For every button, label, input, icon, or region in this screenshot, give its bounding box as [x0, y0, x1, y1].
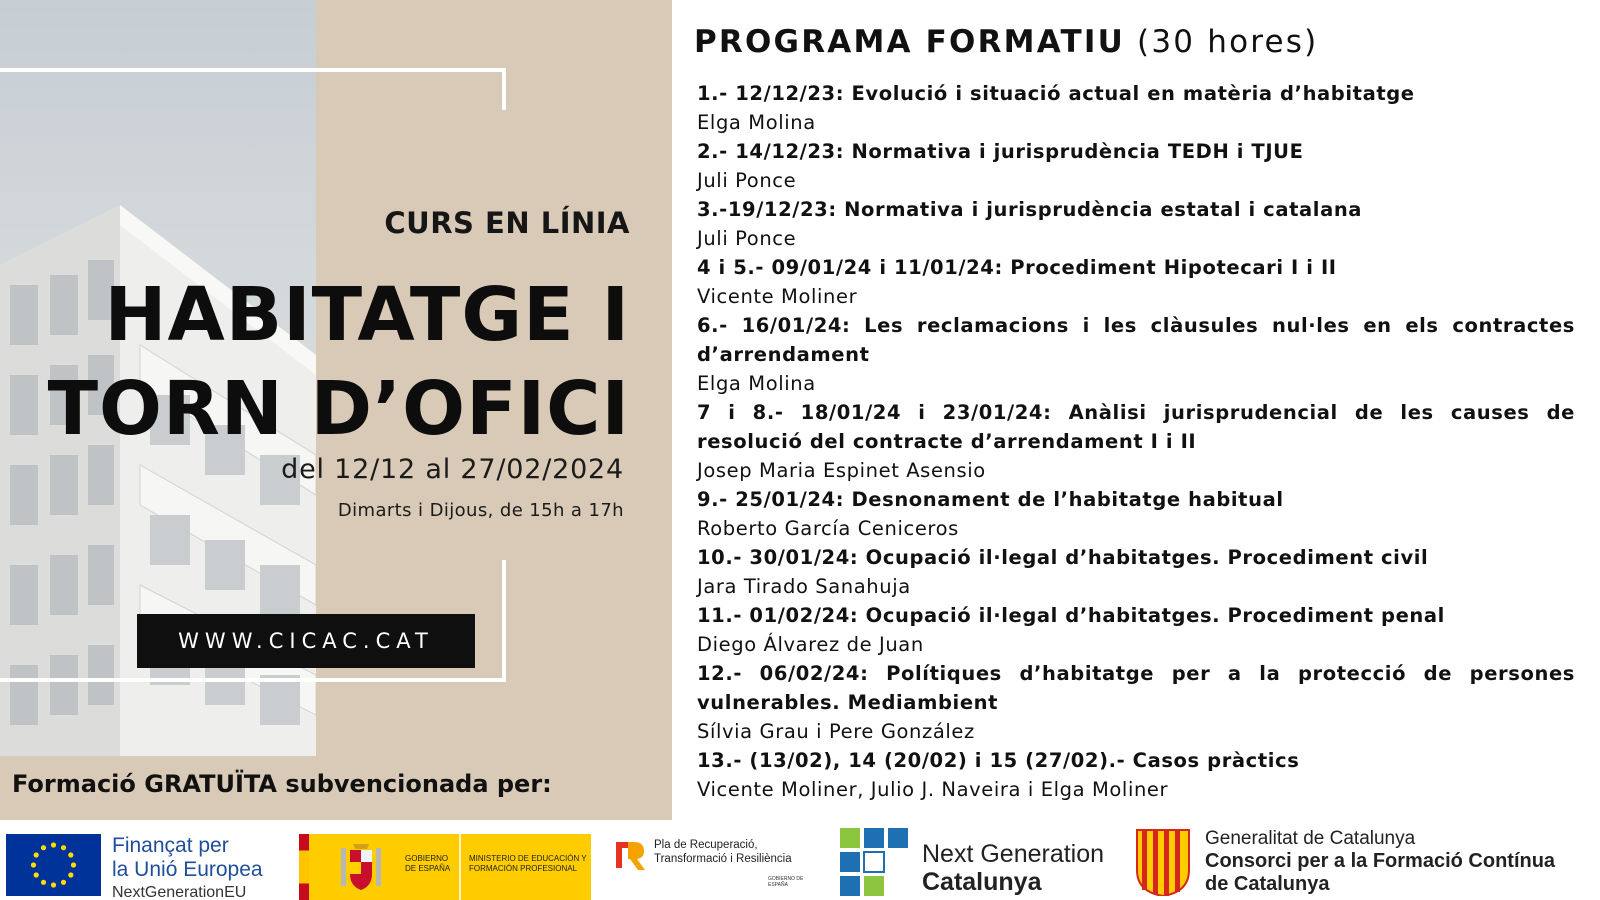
list-item [697, 398, 1575, 485]
generalitat-consorci-logo [1133, 828, 1600, 896]
list-item [697, 485, 1575, 543]
sponsor-logos [0, 820, 1600, 900]
list-item [697, 659, 1575, 746]
list-item [697, 137, 1575, 195]
website-link-button[interactable]: WWW.CICAC.CAT [137, 614, 475, 668]
list-item [697, 253, 1575, 311]
session-speaker: Juli Ponce [697, 169, 797, 192]
session-title: 3.-19/12/23: Normativa i jurisprudència estatal i catalana [697, 198, 1363, 221]
gobierno-banner [309, 834, 591, 900]
prtr-line1: Pla de Recuperació, [654, 839, 758, 851]
gobierno-divider [459, 834, 461, 900]
program-hours: (30 hores) [1137, 24, 1319, 60]
list-item [697, 79, 1575, 137]
spain-flag-stripe [299, 834, 309, 900]
list-item [697, 746, 1575, 804]
session-title: 9.- 25/01/24: Desnonament de l’habitatge habitual [697, 488, 1284, 511]
eu-funding-logo [6, 828, 281, 900]
spain-coat-of-arms-icon [339, 842, 383, 894]
session-speaker: Juli Ponce [697, 227, 797, 250]
generalitat-text [1205, 828, 1555, 896]
session-list [697, 79, 1575, 804]
prtr-logo [612, 828, 812, 896]
eu-line2: la Unió Europea [112, 858, 263, 881]
generalitat-line1: Generalitat de Catalunya [1205, 828, 1416, 849]
ngc-line1: Next Generation [922, 840, 1105, 868]
left-panel [0, 0, 672, 820]
session-speaker: Jara Tirado Sanahuja [697, 575, 911, 598]
ngc-text [922, 840, 1104, 896]
eu-line3: NextGenerationEU [112, 884, 247, 900]
eu-funding-text [112, 834, 263, 900]
session-speaker: Sílvia Grau i Pere González [697, 720, 975, 743]
course-schedule: Dimarts i Dijous, de 15h a 17h [337, 500, 624, 521]
session-title: 12.- 06/02/24: Polítiques d’habitatge per a la protecció de persones vulnerables. Mediambient [697, 662, 1575, 714]
prtr-gobierno-small: GOBIERNO DE ESPAÑA [768, 876, 804, 888]
generalitat-line2: Consorci per a la Formació Contínua [1205, 850, 1556, 872]
course-dates: del 12/12 al 27/02/2024 [281, 454, 624, 485]
session-speaker: Diego Álvarez de Juan [697, 633, 924, 656]
session-title: 10.- 30/01/24: Ocupació il·legal d’habitatges. Procediment civil [697, 546, 1429, 569]
course-title-line1: HABITATGE I [104, 272, 630, 358]
gobierno-text: GOBIERNO DE ESPAÑA [405, 854, 451, 873]
prtr-line2: Transformació i Resiliència [654, 853, 792, 865]
session-speaker: Vicente Moliner [697, 285, 858, 308]
session-speaker: Elga Molina [697, 111, 816, 134]
list-item [697, 543, 1575, 601]
session-title: 2.- 14/12/23: Normativa i jurisprudència TEDH i TJUE [697, 140, 1304, 163]
generalitat-emblem-icon [1133, 828, 1193, 896]
session-speaker: Vicente Moliner, Julio J. Naveira i Elga Moliner [697, 778, 1169, 801]
session-title: 13.- (13/02), 14 (20/02) i 15 (27/02).- Casos pràctics [697, 749, 1300, 772]
gobierno-ministerio-logo [299, 828, 591, 896]
ngc-squares-icon [840, 828, 908, 896]
ngc-line2: Catalunya [922, 868, 1042, 896]
funded-by-label: Formació GRATUÏTA subvencionada per: [12, 770, 552, 798]
ministerio-text: MINISTERIO DE EDUCACIÓN Y FORMACIÓN PROFESIONAL [469, 854, 587, 873]
eu-flag-icon [6, 834, 101, 896]
session-title: 7 i 8.- 18/01/24 i 23/01/24: Anàlisi jurisprudencial de les causes de resolució del contracte d’arrendament I i II [697, 401, 1575, 453]
course-title-line2: TORN D’OFICI [47, 366, 630, 452]
session-title: 6.- 16/01/24: Les reclamacions i les clàusules nul·les en els contractes d’arrendament [697, 314, 1575, 366]
list-item [697, 195, 1575, 253]
program-title [694, 24, 1318, 60]
prtr-mark-icon [612, 836, 648, 872]
session-speaker: Josep Maria Espinet Asensio [697, 459, 986, 482]
session-title: 11.- 01/02/24: Ocupació il·legal d’habitatges. Procediment penal [697, 604, 1445, 627]
course-kicker: CURS EN LÍNIA [384, 206, 630, 240]
list-item [697, 311, 1575, 398]
session-speaker: Elga Molina [697, 372, 816, 395]
course-title [48, 268, 630, 456]
list-item [697, 601, 1575, 659]
session-title: 1.- 12/12/23: Evolució i situació actual en matèria d’habitatge [697, 82, 1415, 105]
next-generation-catalunya-logo [840, 828, 1125, 896]
session-title: 4 i 5.- 09/01/24 i 11/01/24: Procediment Hipotecari I i II [697, 256, 1337, 279]
prtr-text [654, 838, 792, 866]
eu-line1: Finançat per [112, 834, 229, 857]
program-title-bold: PROGRAMA FORMATIU [694, 24, 1125, 60]
session-speaker: Roberto García Ceniceros [697, 517, 959, 540]
generalitat-line3: de Catalunya [1205, 873, 1330, 895]
decorative-frame-top [0, 68, 506, 110]
